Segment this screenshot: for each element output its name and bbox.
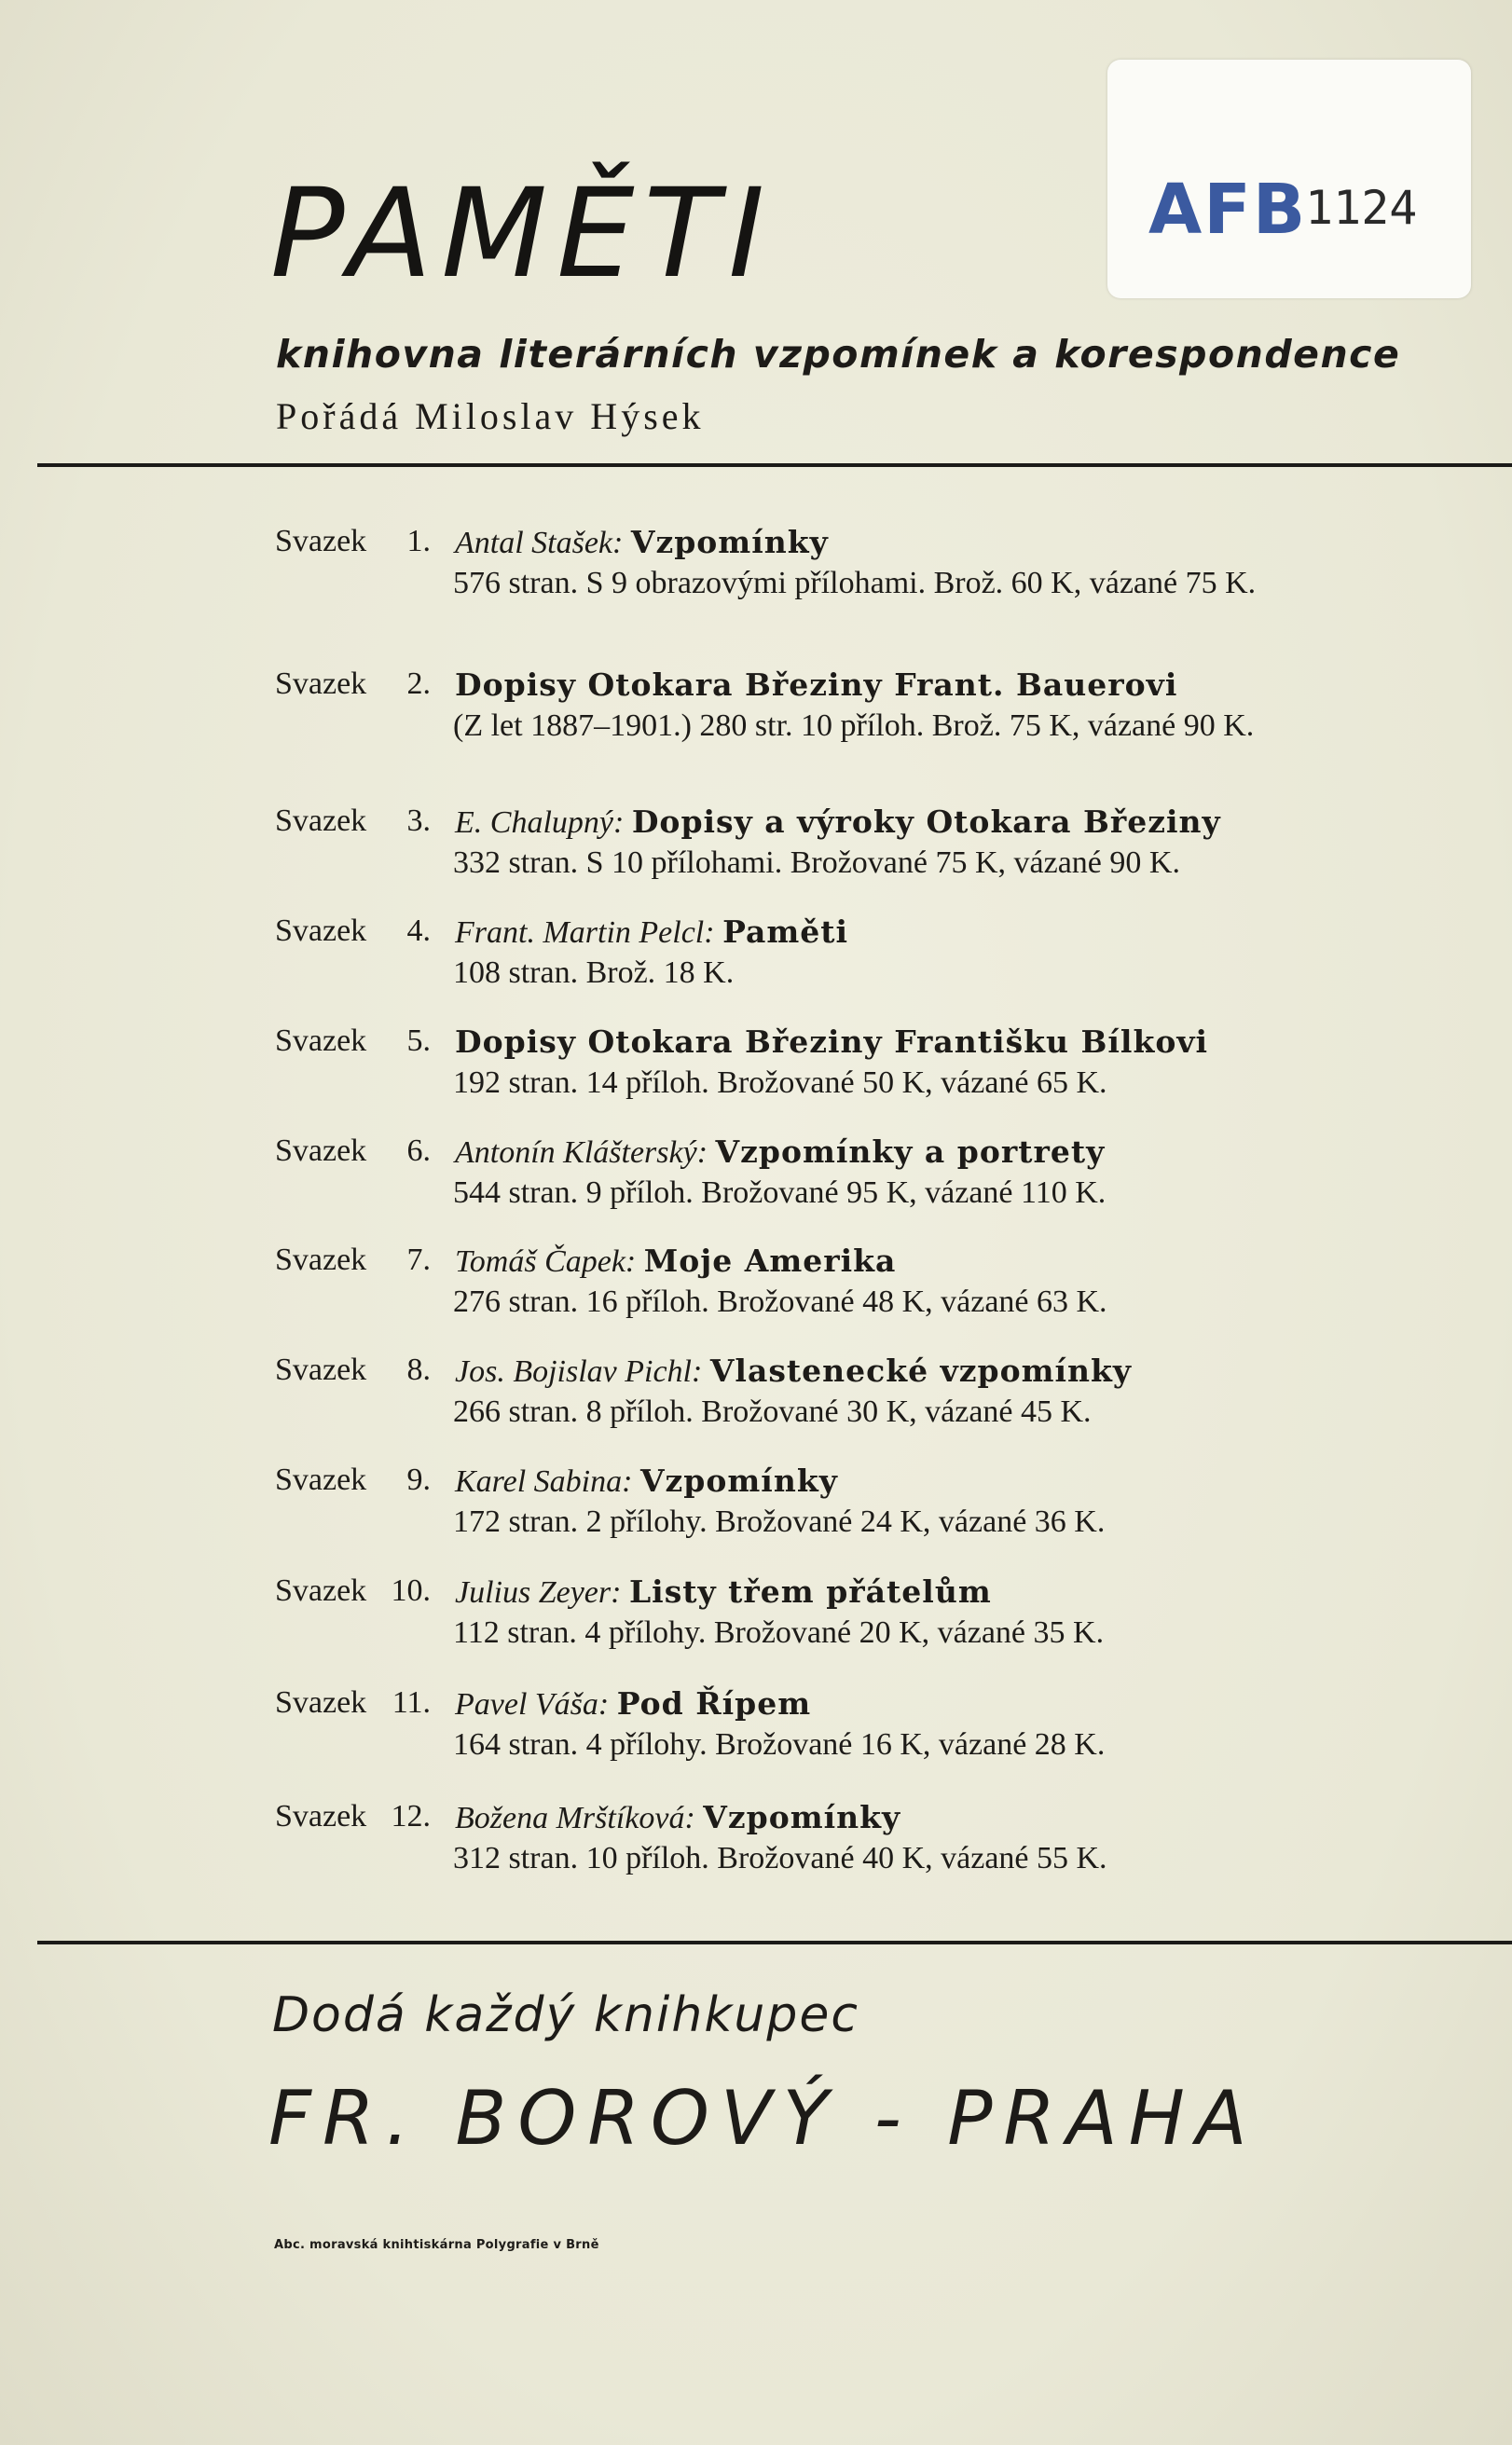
volume-details: 266 stran. 8 příloh. Brožované 30 K, vázané 45 K. xyxy=(453,1394,1092,1429)
volume-details: (Z let 1887–1901.) 280 str. 10 příloh. Brož. 75 K, vázané 90 K. xyxy=(453,708,1255,743)
volume-number: 2. xyxy=(406,666,431,701)
catalog-number: 1124 xyxy=(1305,181,1418,235)
volume-author: Antonín Klášterský: xyxy=(455,1135,708,1170)
volume-author: Karel Sabina: xyxy=(455,1464,633,1499)
volume-label: Svazek xyxy=(275,666,367,701)
catalog-code: AFB xyxy=(1148,170,1308,250)
volume-number: 7. xyxy=(406,1243,431,1277)
volume-title: Listy třem přátelům xyxy=(628,1573,992,1610)
volume-title: Vzpomínky xyxy=(639,1463,838,1499)
volume-heading xyxy=(455,1685,811,1723)
volume-label: Svazek xyxy=(275,913,367,948)
volume-title: Dopisy a výroky Otokara Březiny xyxy=(631,804,1221,840)
volume-number: 10. xyxy=(391,1573,431,1608)
volume-heading xyxy=(455,1023,1208,1061)
volume-title: Paměti xyxy=(722,913,849,950)
library-catalog-sticker xyxy=(1107,60,1471,298)
volume-details: 312 stran. 10 příloh. Brožované 40 K, vázané 55 K. xyxy=(453,1841,1107,1875)
volume-label: Svazek xyxy=(275,1133,367,1168)
volume-title: Pod Řípem xyxy=(616,1685,812,1722)
volume-number: 4. xyxy=(406,913,431,948)
volume-heading xyxy=(455,1799,900,1836)
volume-author: E. Chalupný: xyxy=(455,805,625,840)
volume-title: Vzpomínky xyxy=(703,1799,901,1835)
volume-details: 332 stran. S 10 přílohami. Brožované 75 K, vázané 90 K. xyxy=(453,845,1180,880)
volume-number: 9. xyxy=(406,1463,431,1497)
volume-title: Vzpomínky xyxy=(630,524,829,560)
volume-number: 12. xyxy=(391,1799,431,1834)
volume-details: 276 stran. 16 příloh. Brožované 48 K, vázané 63 K. xyxy=(453,1284,1107,1319)
volume-label: Svazek xyxy=(275,524,367,558)
volume-author: Božena Mrštíková: xyxy=(455,1801,695,1835)
volume-heading xyxy=(455,804,1221,841)
volume-label: Svazek xyxy=(275,1023,367,1058)
volume-details: 108 stran. Brož. 18 K. xyxy=(453,955,735,990)
dealer-note: Dodá každý knihkupec xyxy=(272,1987,859,2043)
volume-title: Vlastenecké vzpomínky xyxy=(709,1353,1133,1389)
volume-title: Moje Amerika xyxy=(643,1243,897,1279)
volume-details: 576 stran. S 9 obrazovými přílohami. Brož. 60 K, vázané 75 K. xyxy=(453,566,1257,600)
volume-number: 6. xyxy=(406,1133,431,1168)
volume-heading xyxy=(455,1463,838,1500)
volume-author: Tomáš Čapek: xyxy=(455,1244,637,1279)
volume-label: Svazek xyxy=(275,1573,367,1608)
volume-label: Svazek xyxy=(275,1463,367,1497)
series-subtitle: knihovna literárních vzpomínek a korespondence xyxy=(276,332,1401,377)
volume-label: Svazek xyxy=(275,1685,367,1720)
volume-details: 192 stran. 14 příloh. Brožované 50 K, vázané 65 K. xyxy=(453,1065,1107,1100)
volume-heading xyxy=(455,1353,1132,1390)
volume-author: Frant. Martin Pelcl: xyxy=(455,915,715,950)
bottom-divider xyxy=(37,1941,1512,1944)
volume-number: 11. xyxy=(392,1685,431,1720)
volume-number: 5. xyxy=(406,1023,431,1058)
publisher-name: FR. BOROVÝ - PRAHA xyxy=(268,2075,1258,2162)
volume-details: 164 stran. 4 přílohy. Brožované 16 K, vázané 28 K. xyxy=(453,1727,1106,1762)
volume-details: 544 stran. 9 příloh. Brožované 95 K, vázané 110 K. xyxy=(453,1175,1107,1210)
volume-title: Dopisy Otokara Březiny Františku Bílkovi xyxy=(455,1023,1209,1060)
printer-imprint: Abc. moravská knihtiskárna Polygrafie v Brně xyxy=(274,2238,599,2252)
volume-number: 3. xyxy=(406,804,431,838)
volume-author: Jos. Bojislav Pichl: xyxy=(455,1354,703,1389)
volume-author: Julius Zeyer: xyxy=(455,1575,622,1610)
volume-heading xyxy=(455,524,829,561)
volume-number: 8. xyxy=(406,1353,431,1387)
volume-heading xyxy=(455,913,848,951)
series-editor: Pořádá Miloslav Hýsek xyxy=(276,395,705,437)
volume-heading xyxy=(455,1133,1105,1171)
volume-title: Dopisy Otokara Březiny Frant. Bauerovi xyxy=(455,666,1178,703)
volume-label: Svazek xyxy=(275,1243,367,1277)
volume-heading xyxy=(455,1243,896,1280)
volume-heading xyxy=(455,1573,992,1611)
volume-author: Antal Stašek: xyxy=(455,526,624,560)
volume-details: 172 stran. 2 přílohy. Brožované 24 K, vázané 36 K. xyxy=(453,1504,1106,1539)
volume-author: Pavel Váša: xyxy=(455,1687,610,1722)
top-divider xyxy=(37,463,1512,467)
volume-label: Svazek xyxy=(275,1353,367,1387)
volume-number: 1. xyxy=(406,524,431,558)
volume-label: Svazek xyxy=(275,804,367,838)
volume-details: 112 stran. 4 přílohy. Brožované 20 K, vázané 35 K. xyxy=(453,1615,1105,1650)
series-title: PAMĚTI xyxy=(270,162,775,306)
volume-label: Svazek xyxy=(275,1799,367,1834)
volume-heading xyxy=(455,666,1177,704)
volume-title: Vzpomínky a portrety xyxy=(715,1133,1106,1170)
